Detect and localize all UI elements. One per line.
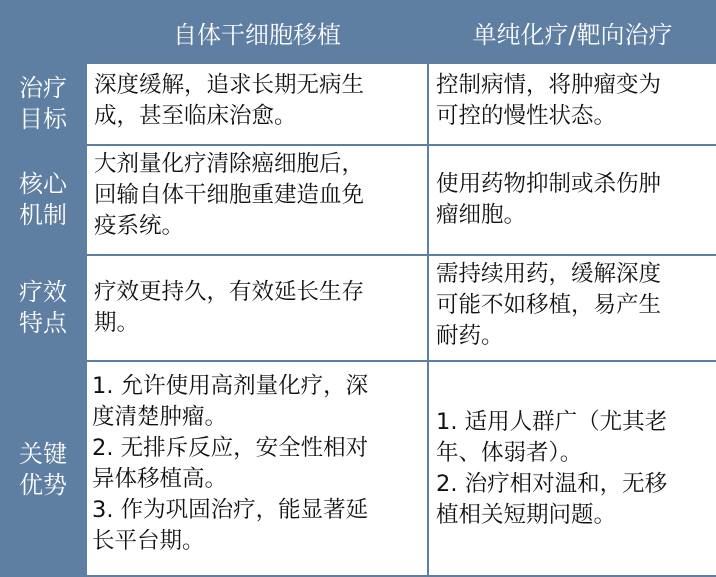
cell-line: 异体移植高。 [92,466,228,492]
cell-line: 使用药物抑制或杀伤肿 [436,171,662,197]
cell-line: 回输自体干细胞重建造血免 [94,182,365,208]
cell-line: 深度缓解，追求长期无病生 [94,72,365,98]
cell-line: 度清楚肿瘤。 [92,404,228,430]
row-label-line: 机制 [19,201,67,229]
row-label-efficacy [0,256,86,360]
row-label-line: 治疗 [19,74,67,102]
cell-line: 2. 无排斥反应，安全性相对 [92,435,369,461]
cell-mechanism-chemo [429,146,716,254]
cell-line: 3. 作为巩固治疗，能显著延 [92,497,369,523]
row-label-line: 关键 [19,439,67,468]
cell-line: 年、体弱者）。 [436,439,583,466]
cell-line: 需持续用药，缓解深度 [436,261,662,287]
cell-line: 瘤细胞。 [436,202,527,228]
cell-line: 疗效更持久，有效延长生存 [94,279,365,305]
cell-line: 2. 治疗相对温和，无移 [436,470,668,497]
cell-mechanism-transplant [87,146,427,254]
cell-line: 长平台期。 [92,528,205,554]
cell-efficacy-chemo [429,256,716,360]
cell-line: 期。 [94,310,140,336]
cell-goal-chemo [429,64,716,144]
header-col2: 单纯化疗/靶向治疗 [472,20,673,49]
cell-line: 耐药。 [436,323,504,349]
cell-line: 植相关短期问题。 [436,501,617,528]
row-label-line: 核心 [19,170,67,198]
cell-line: 大剂量化疗清除癌细胞后， [94,151,365,177]
row-label-line: 疗效 [19,278,67,306]
cell-line: 1. 允许使用高剂量化疗，深 [92,373,369,399]
cell-line: 可控的慢性状态。 [436,103,617,129]
row-label-line: 优势 [19,470,67,499]
cell-goal-transplant [87,64,427,144]
cell-efficacy-transplant [87,256,427,360]
row-label-mechanism [0,146,86,254]
row-label-line: 目标 [19,105,67,133]
row-label-advantages [0,362,86,577]
cell-line: 可能不如移植，易产生 [436,292,662,318]
header-col1: 自体干细胞移植 [173,20,341,49]
row-label-goal [0,64,86,144]
cell-line: 成，甚至临床治愈。 [94,103,297,129]
cell-line: 控制病情，将肿瘤变为 [436,72,662,98]
cell-advantages-transplant [87,362,427,575]
cell-advantages-chemo [429,362,716,575]
cell-line: 疫系统。 [94,213,185,239]
cell-line: 1. 适用人群广（尤其老 [436,408,668,435]
row-label-line: 特点 [19,309,67,337]
